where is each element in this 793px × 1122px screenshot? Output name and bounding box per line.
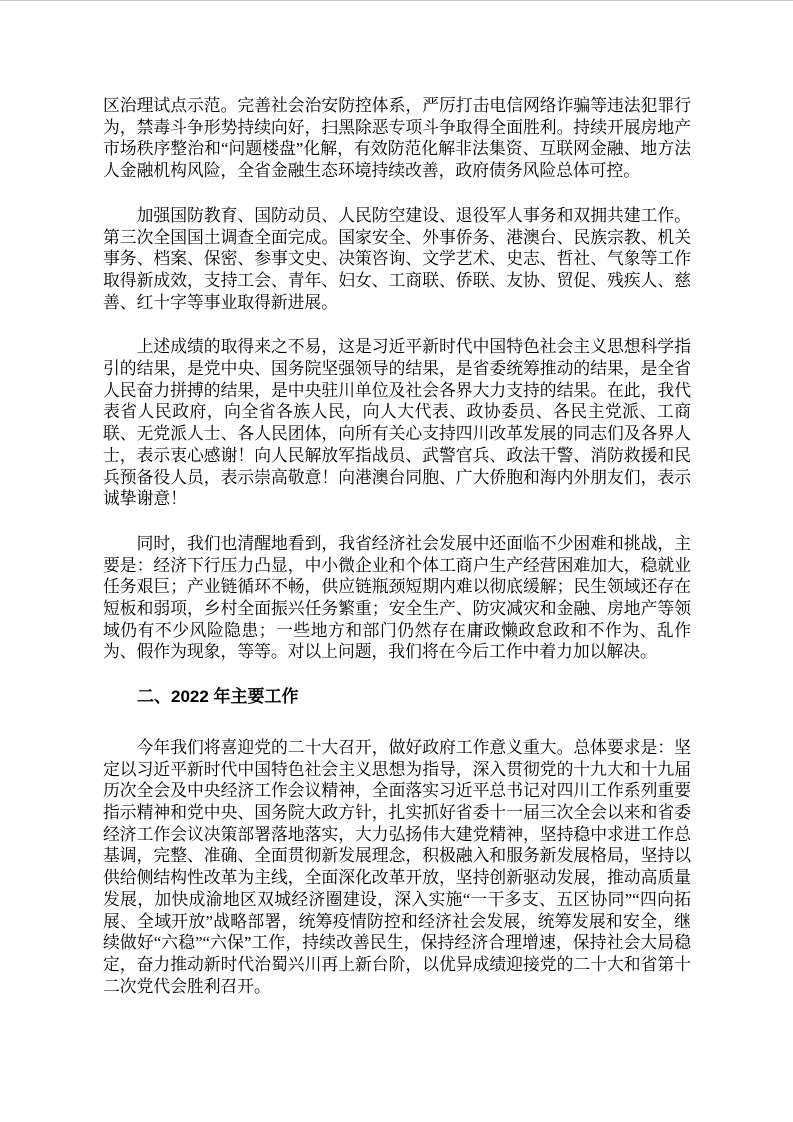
paragraph-national-defense: 加强国防教育、国防动员、人民防空建设、退役军人事务和双拥共建工作。第三次全国国土调查全面完成。国家安全、外事侨务、港澳台、民族宗教、机关事务、档案、保密、参事文史、决策咨询、文学艺术、史志、哲社、气象等工作取得新成效，支持工会、青年、妇女、工商联、侨联、友协、贸促、残疾人、慈善、红十字等事业取得新进展。 [103, 205, 691, 312]
paragraph-acknowledgements: 上述成绩的取得来之不易，这是习近平新时代中国特色社会主义思想科学指引的结果，是党中央、国务院坚强领导的结果，是省委统筹推动的结果，是全省人民奋力拼搏的结果，是中央驻川单位及社会各界大力支持的结果。在此，我代表省人民政府，向全省各族人民，向人大代表、政协委员、各民主党派、工商联、无党派人士、各人民团体，向所有关心支持四川改革发展的同志们及各界人士，表示衷心感谢！向人民解放军指战员、武警官兵、政法干警、消防救援和民兵预备役人员，表示崇高敬意！向港澳台同胞、广大侨胞和海内外朋友们，表示诚挚谢意！ [103, 337, 691, 509]
paragraph-social-governance: 区治理试点示范。完善社会治安防控体系，严厉打击电信网络诈骗等违法犯罪行为，禁毒斗争形势持续向好，扫黑除恶专项斗争取得全面胜利。持续开展房地产市场秩序整治和“问题楼盘”化解，有效防范化解非法集资、互联网金融、地方法人金融机构风险，全省金融生态环境持续改善，政府债务风险总体可控。 [103, 96, 691, 181]
section-heading-2022-main-work: 二、2022 年主要工作 [137, 687, 299, 707]
paragraph-overall-requirements: 今年我们将喜迎党的二十大召开，做好政府工作意义重大。总体要求是：坚定以习近平新时代中国特色社会主义思想为指导，深入贯彻党的十九大和十九届历次全会及中央经济工作会议精神，全面落实习近平总书记对四川工作系列重要指示精神和党中央、国务院大政方针，扎实抓好省委十一届三次全会以来和省委经济工作会议决策部署落地落实，大力弘扬伟大建党精神，坚持稳中求进工作总基调，完整、准确、全面贯彻新发展理念，积极融入和服务新发展格局，坚持以供给侧结构性改革为主线，全面深化改革开放，坚持创新驱动发展，推动高质量发展，加快成渝地区双城经济圈建设，深入实施“一干多支、五区协同”“四向拓展、全域开放”战略部署，统筹疫情防控和经济社会发展，统筹发展和安全，继续做好“六稳”“六保”工作，持续改善民生，保持经济合理增速，保持社会大局稳定，奋力推动新时代治蜀兴川再上新台阶，以优异成绩迎接党的二十大和省第十二次党代会胜利召开。 [103, 737, 691, 996]
paragraph-challenges: 同时，我们也清醒地看到，我省经济社会发展中还面临不少困难和挑战，主要是：经济下行压力凸显，中小微企业和个体工商户生产经营困难加大，稳就业任务艰巨；产业链循环不畅，供应链瓶颈短期内难以彻底缓解；民生领域还存在短板和弱项，乡村全面振兴任务繁重；安全生产、防灾减灾和金融、房地产等领域仍有不少风险隐患；一些地方和部门仍然存在庸政懒政怠政和不作为、乱作为、假作为现象，等等。对以上问题，我们将在今后工作中着力加以解决。 [103, 533, 691, 662]
